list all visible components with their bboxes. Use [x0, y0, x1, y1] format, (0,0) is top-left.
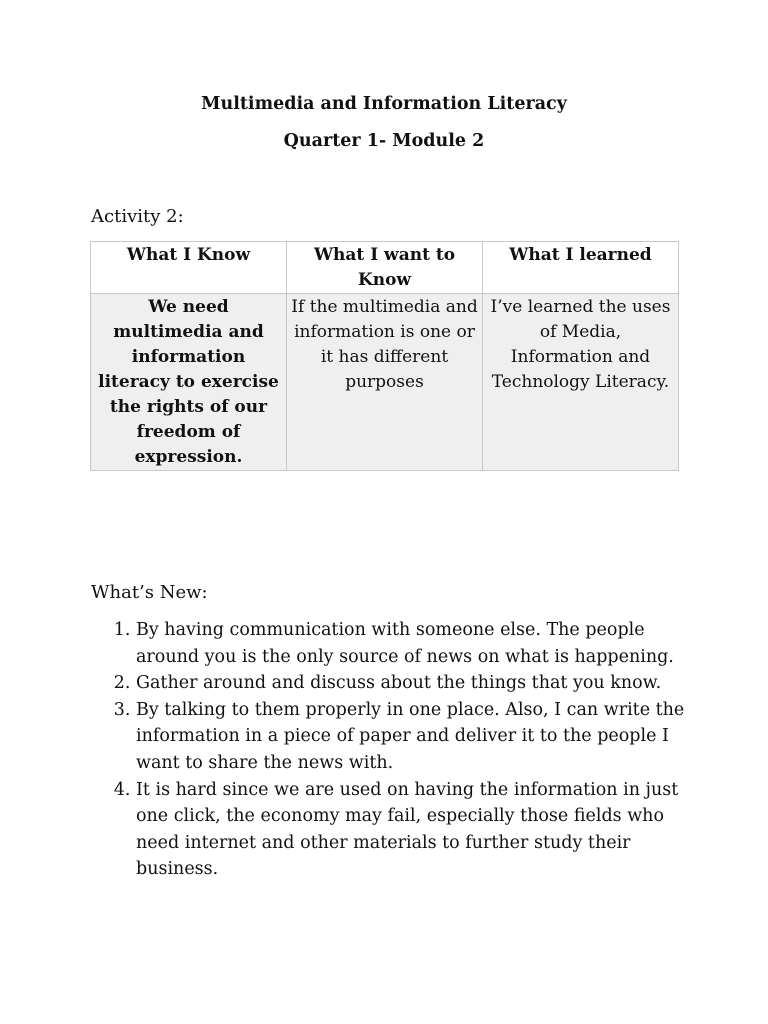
whats-new-label: What’s New: [91, 582, 208, 603]
cell-what-i-want-to-know: If the multimedia and information is one or it has different purposes [287, 294, 483, 471]
cell-what-i-learned: I’ve learned the uses of Media, Information and Technology Literacy. [483, 294, 679, 471]
document-title: Multimedia and Information Literacy [201, 94, 567, 114]
table-row [91, 294, 679, 471]
activity-label: Activity 2: [91, 206, 184, 227]
table-header-row [91, 242, 679, 294]
cell-what-i-know: We need multimedia and information literacy to exercise the rights of our freedom of expression. [91, 294, 287, 471]
header-what-i-want-to-know: What I want to Know [287, 242, 483, 294]
header-what-i-learned: What I learned [483, 242, 679, 294]
list-item: 3. By talking to them properly in one place. Also, I can write the information in a piece of paper and deliver it to the people I want to share the news with. [136, 697, 691, 777]
document-subtitle: Quarter 1- Module 2 [283, 131, 485, 151]
list-item: 4. It is hard since we are used on having the information in just one click, the economy may fail, especially those fields who need internet and other materials to further study their business. [136, 777, 691, 883]
header-what-i-know: What I Know [91, 242, 287, 294]
list-item: 2. Gather around and discuss about the things that you know. [136, 670, 691, 697]
whats-new-list [91, 617, 691, 883]
list-item: 1. By having communication with someone else. The people around you is the only source of news on what is happening. [136, 617, 691, 670]
kwl-table [90, 241, 679, 471]
